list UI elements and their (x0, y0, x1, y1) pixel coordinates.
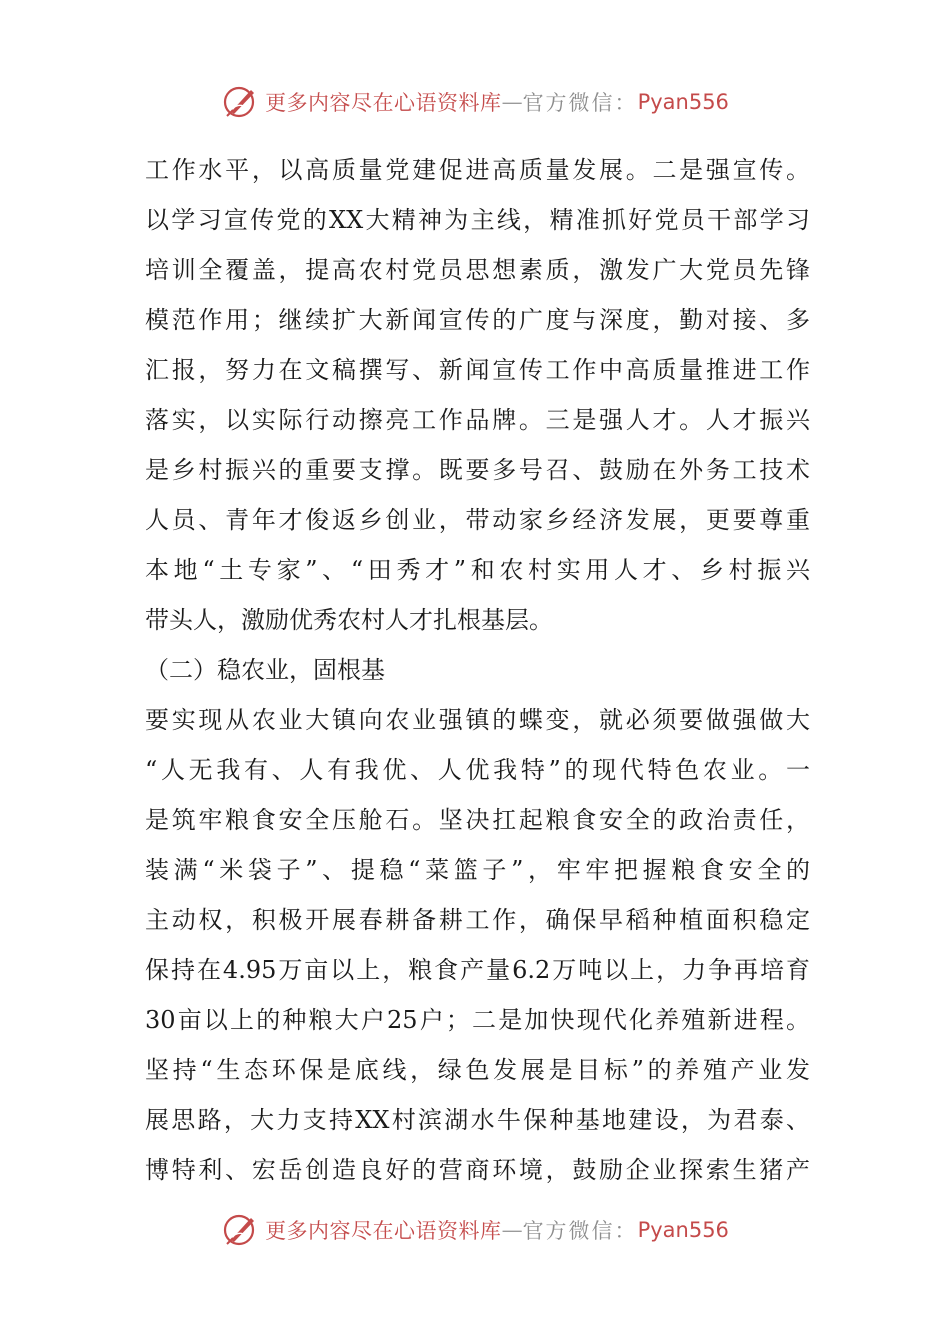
watermark-separator: — (501, 90, 523, 114)
text-line: 带头人，激励优秀农村人才扎根基层。 (145, 606, 553, 634)
text-line: 展思路，大力支持XX村滨湖水牛保种基地建设，为君泰、 (145, 1106, 810, 1134)
text-line: 要实现从农业大镇向农业强镇的蝶变，就必须要做强做大 (145, 706, 810, 734)
text-line: “人无我有、人有我优、人优我特”的现代特色农业。一 (145, 756, 810, 784)
text-line: 落实，以实际行动擦亮工作品牌。三是强人才。人才振兴 (145, 406, 810, 434)
text-line: 30亩以上的种粮大户25户；二是加快现代化养殖新进程。 (145, 1006, 810, 1034)
text-line: 培训全覆盖，提高农村党员思想素质，激发广大党员先锋 (145, 256, 810, 284)
text-line: 装满“米袋子”、提稳“菜篮子”，牢牢把握粮食安全的 (145, 856, 810, 884)
text-line: 博特利、宏岳创造良好的营商环境，鼓励企业探索生猪产 (145, 1156, 810, 1184)
text-line: 本地“土专家”、“田秀才”和农村实用人才、乡村振兴 (145, 556, 810, 584)
text-line: 是乡村振兴的重要支撑。既要多号召、鼓励在外务工技术 (145, 456, 810, 484)
text-line: 坚持“生态环保是底线，绿色发展是目标”的养殖产业发 (145, 1056, 810, 1084)
footer-watermark (0, 1210, 950, 1250)
header-watermark (0, 82, 950, 122)
watermark-brand: 更多内容尽在心语资料库 (265, 91, 502, 115)
text-line: 是筑牢粮食安全压舱石。坚决扛起粮食安全的政治责任， (145, 806, 810, 834)
text-line: 人员、青年才俊返乡创业，带动家乡经济发展，更要尊重 (145, 506, 810, 534)
text-line: 主动权，积极开展春耕备耕工作，确保早稻种植面积稳定 (145, 906, 810, 934)
quill-seal-icon (221, 82, 261, 122)
text-line: 保持在4.95万亩以上，粮食产量6.2万吨以上，力争再培育 (145, 956, 810, 984)
watermark-handle: Pyan556 (637, 90, 729, 114)
watermark-label: 官方微信： (522, 91, 638, 115)
text-line: 汇报，努力在文稿撰写、新闻宣传工作中高质量推进工作 (145, 356, 810, 384)
text-line: 模范作用；继续扩大新闻宣传的广度与深度，勤对接、多 (145, 306, 810, 334)
document-body (145, 145, 810, 1195)
watermark-separator: — (501, 1218, 523, 1242)
watermark-handle: Pyan556 (637, 1218, 729, 1242)
section-heading: （二）稳农业，固根基 (145, 656, 385, 684)
text-line: 工作水平，以高质量党建促进高质量发展。二是强宣传。 (145, 156, 810, 184)
quill-seal-icon (221, 1210, 261, 1250)
watermark-brand: 更多内容尽在心语资料库 (265, 1219, 502, 1243)
watermark-label: 官方微信： (522, 1219, 638, 1243)
text-line: 以学习宣传党的XX大精神为主线，精准抓好党员干部学习 (145, 206, 810, 234)
